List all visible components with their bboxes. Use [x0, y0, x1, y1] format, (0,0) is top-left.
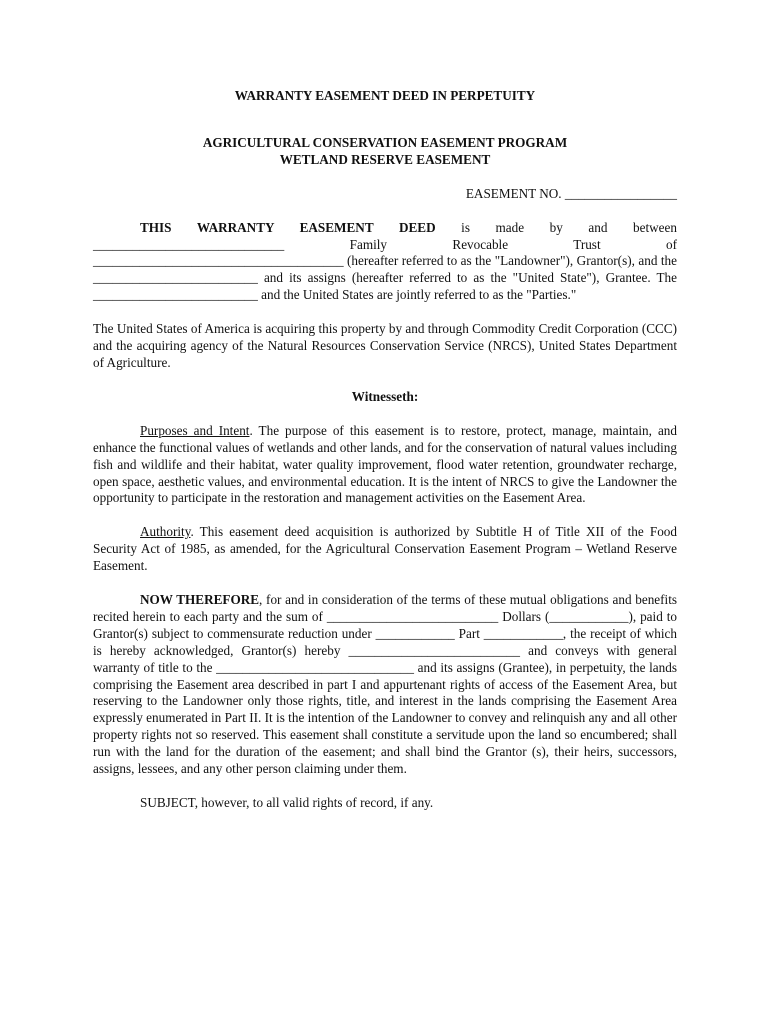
authority-heading: Authority	[140, 524, 191, 540]
now-therefore-lead: NOW THEREFORE	[140, 592, 260, 608]
subject-paragraph: SUBJECT, however, to all valid rights of record, if any.	[140, 795, 434, 810]
program-subtitle: WETLAND RESERVE EASEMENT	[279, 151, 491, 167]
document-title: WARRANTY EASEMENT DEED IN PERPETUITY	[234, 88, 536, 103]
easement-number: EASEMENT NO. _________________	[465, 185, 677, 201]
program-title: AGRICULTURAL CONSERVATION EASEMENT PROGRAM	[202, 134, 568, 150]
intro-paragraph	[93, 220, 677, 305]
purposes-paragraph	[93, 423, 677, 508]
authority-text: . This easement deed acquisition is authorized by Subtitle H of Title XII of the Food Security Act of 1985, as amended, for the Agricultural Conservation Easement Program – Wetland Reserve Easement.	[93, 524, 677, 574]
witnesseth-heading: Witnesseth:	[351, 388, 419, 404]
ccc-paragraph: The United States of America is acquiring this property by and through Commodity Credit Corporation (CCC) and the acquiring agency of the Natural Resources Conservation Service (NRCS), United States Department of Agriculture.	[93, 321, 677, 370]
now-therefore-paragraph	[93, 592, 677, 778]
intro-text: is made by and between _____________________________ Family Revocable Trust of ______________________________________ (hereafter referred to as the "Landowner"), Grantor(s), and the _________________________ and its assigns (hereafter referred to as the "United State"), Grantee. The _________________________ and the United States are jointly referred to as the "Parties."	[93, 219, 677, 303]
purposes-heading: Purposes and Intent	[140, 422, 250, 438]
purposes-text: . The purpose of this easement is to restore, protect, manage, maintain, and enhance the functional values of wetlands and other lands, and for the conservation of natural values including fish and wildlife and their habitat, water quality improvement, flood water retention, groundwater recharge, open space, aesthetic values, and environmental education. It is the intent of NRCS to give the Landowner the opportunity to participate in the restoration and management activities on the Easement Area.	[93, 422, 677, 506]
authority-paragraph	[93, 524, 677, 575]
intro-lead: THIS WARRANTY EASEMENT DEED	[140, 219, 436, 235]
now-therefore-text: , for and in consideration of the terms of these mutual obligations and benefits recited herein to each party and the sum of __________________________ Dollars (____________), paid to Grantor(s) subject to commensurate reduction under ____________ Part ____________, the receipt of which is hereby acknowledged, Grantor(s) hereby __________________________ and conveys with general warranty of title to the ______________________________ and its assigns (Grantee), in perpetuity, the lands comprising the Easement area described in part I and appurtenant rights of access of the Easement Area, but reserving to the Landowner only those rights, title, and interest in the lands comprising the Easement Area expressly enumerated in Part II. It is the intention of the Landowner to convey and relinquish any and all other property rights not so reserved. This easement shall constitute a servitude upon the land so encumbered; shall run with the land for the duration of the easement; and shall bind the Grantor (s), their heirs, successors, assigns, lessees, and any other person claiming under them.	[93, 592, 678, 777]
document-page	[93, 88, 677, 812]
